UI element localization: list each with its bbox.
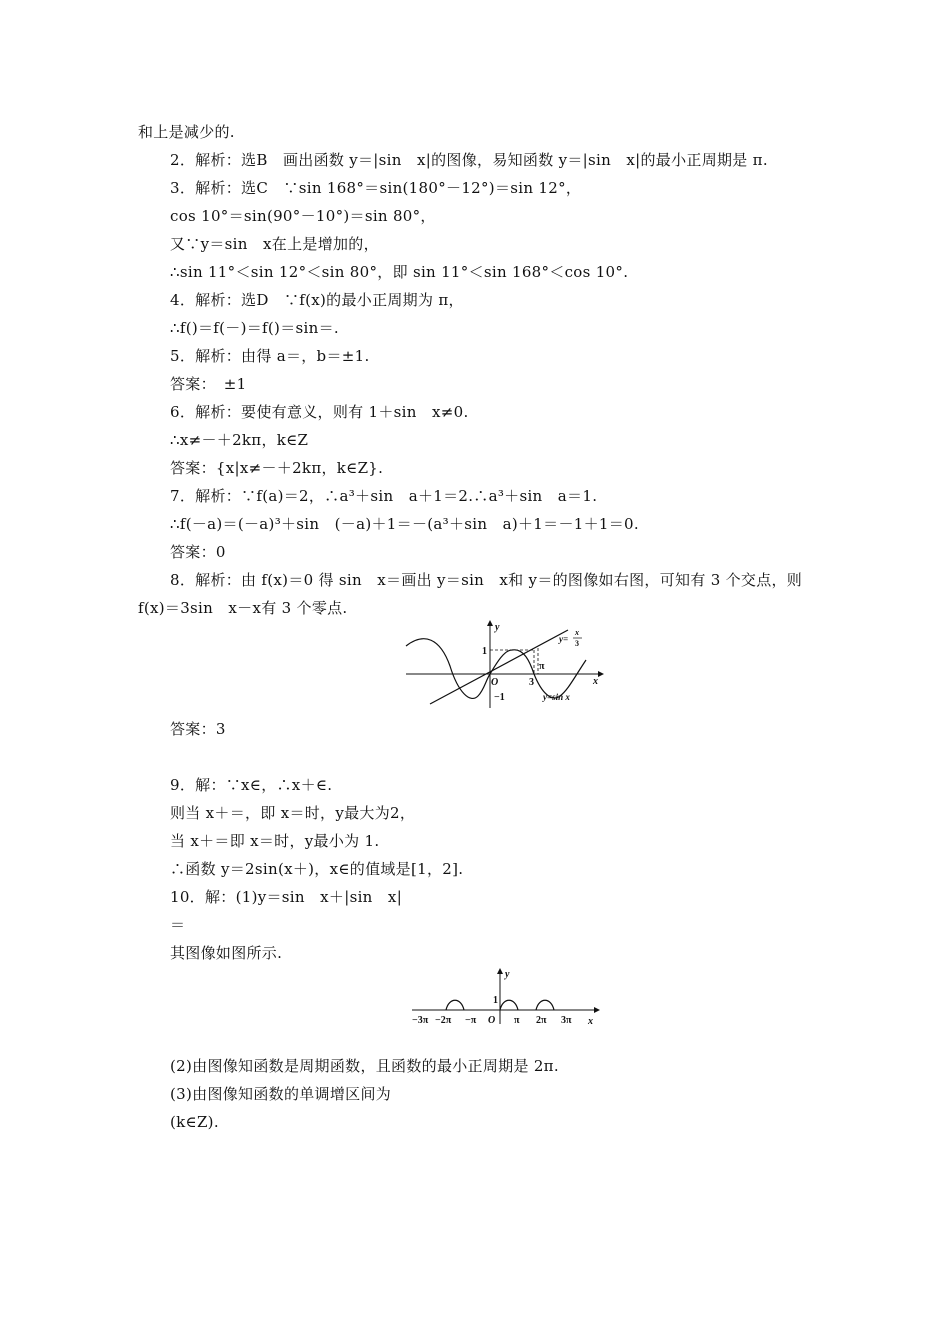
text-line-5: 又∵y＝sin x在上是增加的， [170, 235, 379, 253]
figure2-tick-pi: π [514, 1015, 520, 1026]
figure2-y-label: y [505, 969, 510, 980]
figure1-x-label: x [593, 676, 598, 687]
text-line-7: 4．解析：选D ∵f(x)的最小正周期为 π， [170, 291, 464, 309]
figure2-tick-neg3pi: −3π [412, 1015, 429, 1026]
text-line-1: 和上是减少的. [138, 123, 235, 141]
figure2-x-label: x [588, 1016, 593, 1027]
figure1-y-arrow [487, 620, 493, 626]
figure2-hump-neg2pi [446, 1000, 464, 1010]
text-line-23: ∴函数 y＝2sin(x＋)，x∈的值域是[1，2]. [170, 860, 464, 878]
figure1-line-label-prefix: y= [559, 634, 569, 644]
text-line-4: cos 10°＝sin(90°－10°)＝sin 80°， [170, 207, 436, 225]
figure1-tick-neg1: −1 [494, 692, 505, 703]
figure1-sin-label: y=sin x [543, 692, 570, 702]
text-line-22: 当 x＋＝即 x＝时，y最小为 1. [170, 832, 380, 850]
figure2-tick-3pi: 3π [561, 1015, 572, 1026]
text-line-24: 10．解：(1)y＝sin x＋|sin x| [170, 888, 403, 906]
text-line-16: 答案：0 [170, 543, 226, 561]
text-line-19: 答案：3 [170, 720, 226, 738]
figure-sin-plus-abs-sin [410, 966, 602, 1030]
text-line-13: 答案：{x|x≠－＋2kπ，k∈Z}. [170, 459, 384, 477]
text-line-2: 2．解析：选B 画出函数 y＝|sin x|的图像，易知函数 y＝|sin x|的最小正周期是 π. [170, 151, 768, 169]
figure1-x-arrow [598, 671, 604, 677]
text-line-14: 7．解析：∵f(a)＝2，∴a³＋sin a＋1＝2.∴a³＋sin a＝1. [170, 487, 598, 505]
text-line-10: 答案： ±1 [170, 375, 247, 393]
figure1-line-label-den: 3 [575, 639, 579, 648]
figure2-hump-2pi [536, 1000, 554, 1010]
text-line-28: (3)由图像知函数的单调增区间为 [170, 1085, 392, 1103]
figure1-tick-pi: π [539, 661, 545, 672]
figure2-hump-0 [500, 1000, 518, 1010]
figure1-line-label-num: x [575, 628, 579, 637]
figure2-tick-1: 1 [493, 995, 498, 1006]
text-line-15: ∴f(－a)＝(－a)³＋sin (－a)＋1＝－(a³＋sin a)＋1＝－1＋1＝0. [170, 515, 639, 533]
text-line-3: 3．解析：选C ∵sin 168°＝sin(180°－12°)＝sin 12°， [170, 179, 582, 197]
text-line-26: 其图像如图所示. [170, 944, 283, 962]
text-line-8: ∴f()＝f(－)＝f()＝sin＝. [170, 319, 339, 337]
figure-sin-and-line [400, 618, 610, 710]
figure2-tick-neg2pi: −2π [435, 1015, 452, 1026]
text-line-9: 5．解析：由得 a＝，b＝±1. [170, 347, 370, 365]
text-line-17: 8．解析：由 f(x)＝0 得 sin x＝画出 y＝sin x和 y＝的图像如右图，可知有 3 个交点，则 [170, 571, 803, 589]
text-line-6: ∴sin 11°＜sin 12°＜sin 80°，即 sin 11°＜sin 168°＜cos 10°. [170, 263, 629, 281]
figure1-tick-1: 1 [482, 646, 487, 657]
figure2-origin-label: O [488, 1015, 496, 1026]
text-line-25: ＝ [170, 916, 186, 934]
figure1-y-label: y [495, 622, 500, 633]
figure1-origin-label: O [491, 677, 499, 688]
text-line-21: 则当 x＋＝，即 x＝时，y最大为2， [170, 804, 416, 822]
figure2-y-arrow [497, 968, 503, 974]
text-line-12: ∴x≠－＋2kπ，k∈Z [170, 431, 309, 449]
text-line-18: f(x)＝3sin x－x有 3 个零点. [138, 599, 348, 617]
figure1-tick-3: 3 [529, 677, 534, 688]
text-line-11: 6．解析：要使有意义，则有 1＋sin x≠0. [170, 403, 469, 421]
figure2-tick-negpi: −π [465, 1015, 477, 1026]
text-line-20: 9．解：∵x∈，∴x＋∈. [170, 776, 333, 794]
text-line-29: (k∈Z). [170, 1113, 219, 1131]
text-line-27: (2)由图像知函数是周期函数，且函数的最小正周期是 2π. [170, 1057, 559, 1075]
figure2-tick-2pi: 2π [536, 1015, 547, 1026]
figure2-x-arrow [594, 1007, 600, 1013]
